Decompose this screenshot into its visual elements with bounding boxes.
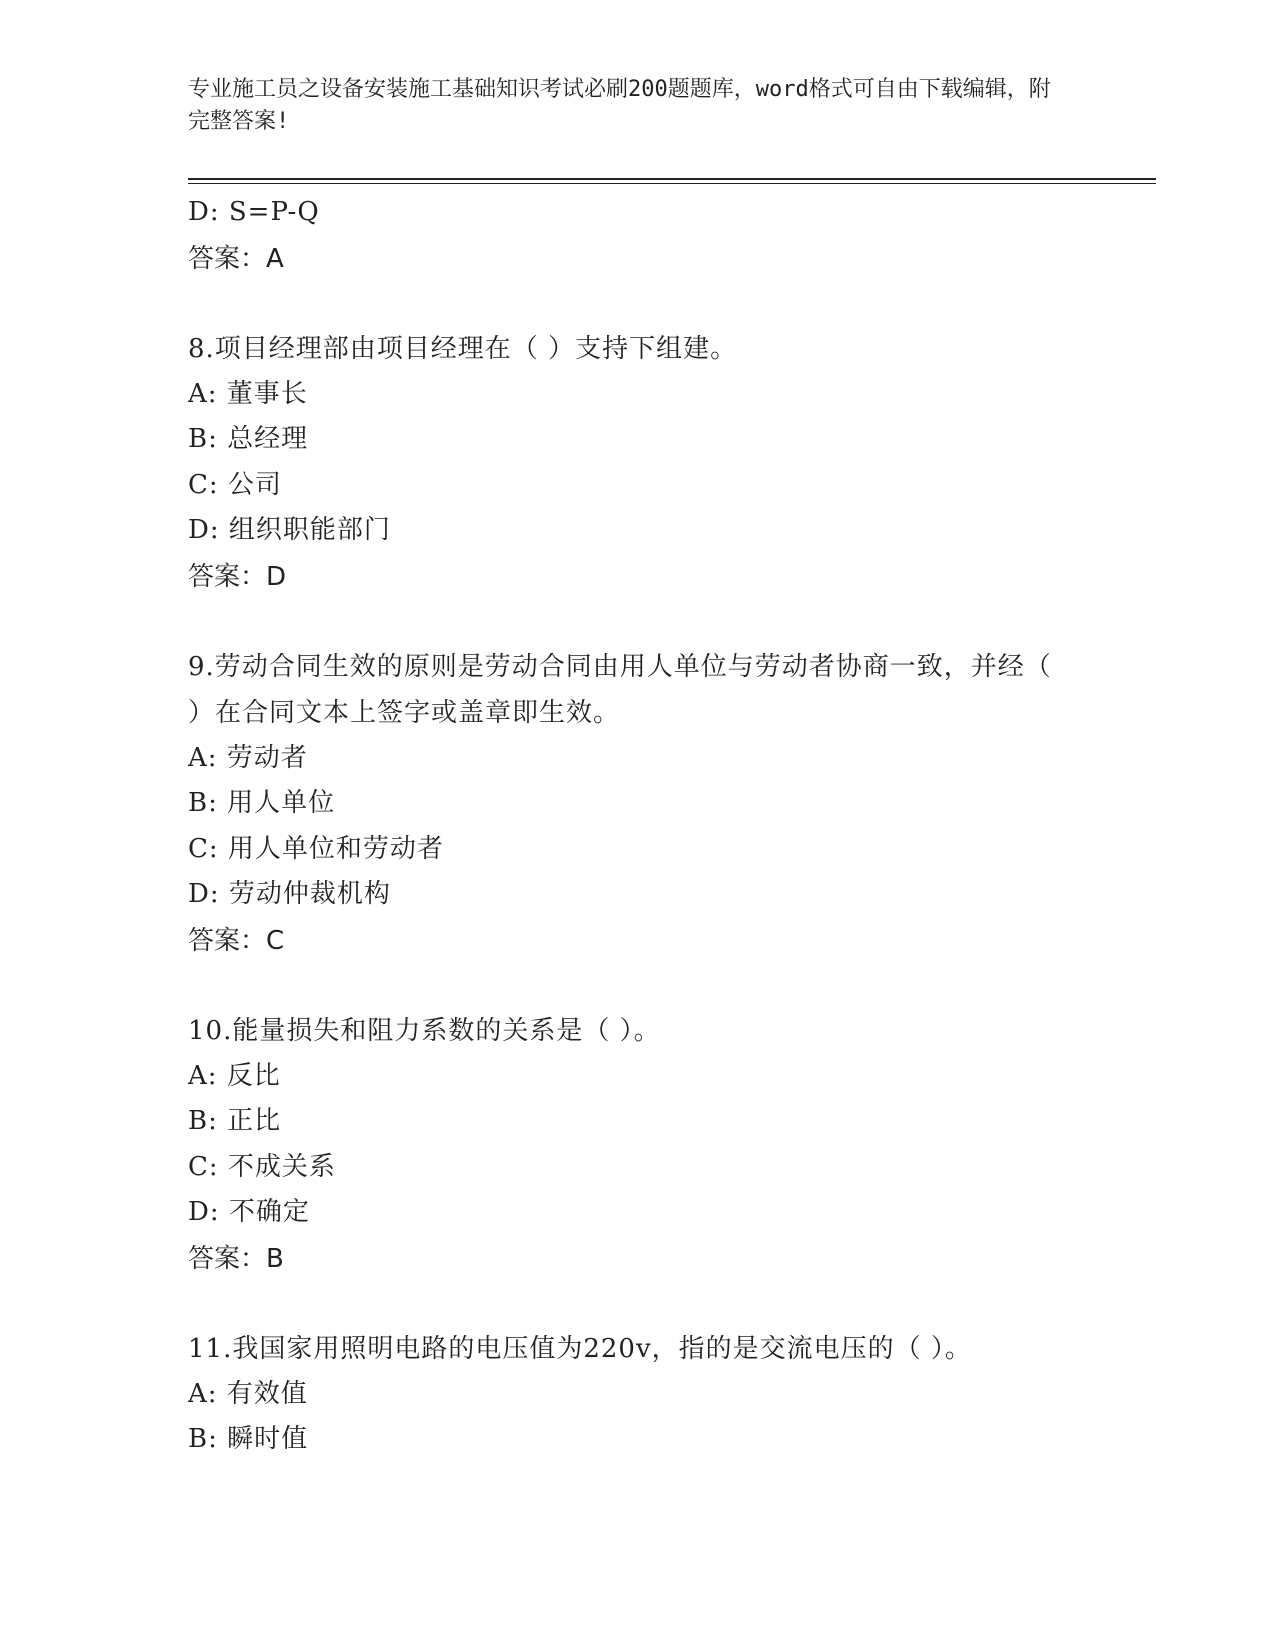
option-b: B: 用人单位 (188, 788, 336, 818)
question-text: 10.能量损失和阻力系数的关系是（ ）。 (188, 1015, 661, 1046)
header-divider (188, 178, 1156, 180)
document-body (188, 190, 1088, 1463)
option-c: C: 用人单位和劳动者 (188, 833, 444, 864)
previous-question-tail (188, 190, 1088, 282)
header-divider-thin (188, 183, 1156, 184)
option-a: A: 反比 (188, 1060, 281, 1091)
question-text: 8.项目经理部由项目经理在（ ）支持下组建。 (188, 333, 738, 364)
question-text: 11.我国家用照明电路的电压值为220v，指的是交流电压的（ ）。 (188, 1333, 972, 1364)
option-c: C: 不成关系 (188, 1151, 336, 1182)
answer-line: 答案：D (188, 561, 287, 592)
option-b: B: 瞬时值 (188, 1424, 309, 1454)
answer-line: 答案：B (188, 1243, 284, 1274)
option-a: A: 有效值 (188, 1378, 308, 1409)
header-title: 专业施工员之设备安装施工基础知识考试必刷200题题库，word格式可自由下载编辑，附完整答案! (188, 77, 1051, 134)
option-a: A: 劳动者 (188, 742, 308, 773)
option-b: B: 总经理 (188, 424, 309, 454)
option-d: D: 组织职能部门 (188, 515, 391, 545)
question-10 (188, 1008, 1088, 1282)
answer-line: 答案：A (188, 243, 284, 274)
option-a: A: 董事长 (188, 378, 308, 409)
question-11 (188, 1326, 1088, 1463)
question-text: 9.劳动合同生效的原则是劳动合同由用人单位与劳动者协商一致，并经（ ）在合同文本上签字或盖章即生效。 (188, 651, 1052, 728)
option-d: D: 劳动仲裁机构 (188, 879, 391, 909)
option-d: D: 不确定 (188, 1197, 310, 1227)
answer-line: 答案：C (188, 925, 285, 956)
option-b: B: 正比 (188, 1106, 282, 1136)
page-header (188, 74, 1068, 138)
option-d: D: S=P-Q (188, 197, 320, 227)
option-c: C: 公司 (188, 469, 282, 500)
question-8 (188, 326, 1088, 600)
question-9 (188, 644, 1088, 964)
